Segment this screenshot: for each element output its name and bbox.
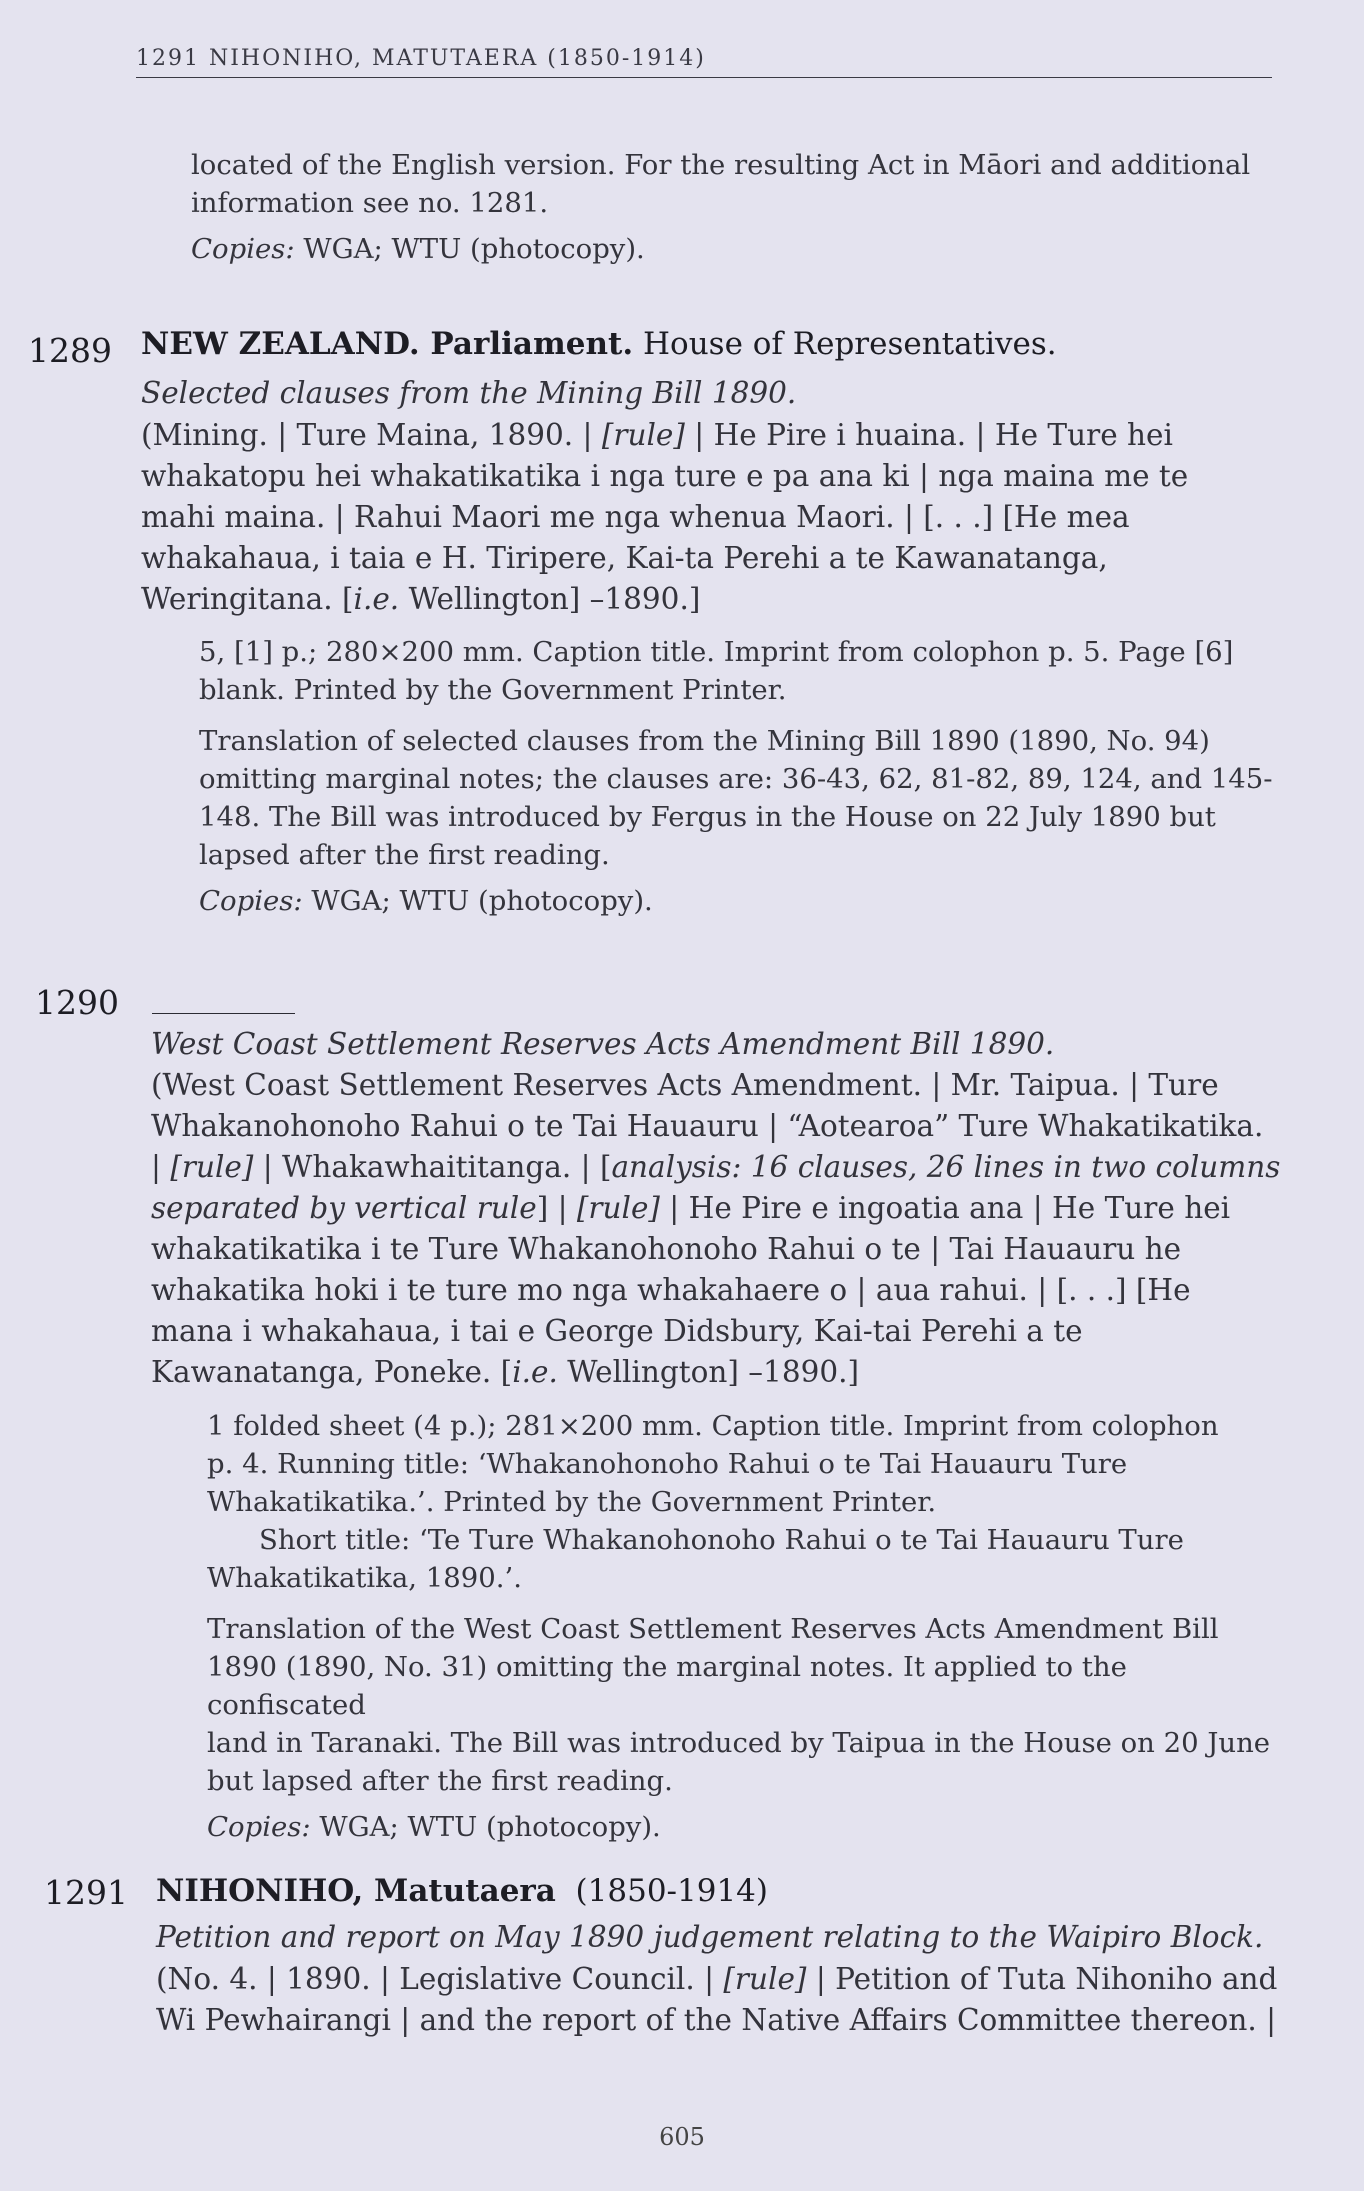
text-line bbox=[156, 1959, 1296, 2000]
text-line: lapsed after the first reading. bbox=[199, 839, 610, 871]
running-header: 1291 NIHONIHO, MATUTAERA (1850-1914) bbox=[136, 44, 1272, 78]
copies-line bbox=[191, 230, 1276, 268]
text-line: but lapsed after the first reading. bbox=[207, 1765, 673, 1797]
entry-author bbox=[156, 1871, 1286, 1912]
text-line bbox=[151, 1147, 1291, 1188]
text-line: Translation of the West Coast Settlement Reserves Acts Amendment Bill bbox=[207, 1613, 1219, 1645]
page-number: 605 bbox=[659, 2123, 705, 2151]
rule-note: [rule] bbox=[601, 418, 685, 452]
entry-title: Petition and report on May 1890 judgement relating to the Waipiro Block. bbox=[156, 1920, 1264, 1954]
text-line: p. 4. Running title: ‘Whakanohonoho Rahui o te Tai Hauauru Ture bbox=[207, 1448, 1128, 1480]
text-line: Translation of selected clauses from the Mining Bill 1890 (1890, No. 94) bbox=[199, 725, 1210, 757]
ie-note: i.e. bbox=[353, 582, 400, 616]
text-line: blank. Printed by the Government Printer. bbox=[199, 674, 787, 706]
text-span: | Whakawhaititanga. | [ bbox=[253, 1150, 612, 1184]
text-line bbox=[151, 1188, 1291, 1229]
text-line: mana i whakahaua, i tai e George Didsbury, Kai-tai Perehi a te bbox=[151, 1314, 1083, 1348]
entry-title: Selected clauses from the Mining Bill 1890. bbox=[141, 376, 797, 410]
text-span: | Petition of Tuta Nihoniho and bbox=[806, 1962, 1278, 1996]
entry-title: West Coast Settlement Reserves Acts Amendment Bill 1890. bbox=[151, 1027, 1055, 1061]
text-line: 1 folded sheet (4 p.); 281×200 mm. Caption title. Imprint from colophon bbox=[207, 1410, 1219, 1442]
physical-description bbox=[199, 633, 1275, 709]
text-line: located of the English version. For the resulting Act in Māori and additional bbox=[191, 149, 1251, 181]
text-span: | bbox=[151, 1150, 171, 1184]
text-span: (No. 4. | 1890. | Legislative Council. | bbox=[156, 1962, 724, 1996]
text-span: ] | bbox=[536, 1191, 577, 1225]
text-line: Whakatikatika.’. Printed by the Government Printer. bbox=[207, 1486, 937, 1518]
text-line: whakatikatika i te Ture Whakanohonoho Rahui o te | Tai Hauauru he bbox=[151, 1232, 1182, 1266]
text-line: 5, [1] p.; 280×200 mm. Caption title. Imprint from colophon p. 5. Page [6] bbox=[199, 636, 1234, 668]
text-span: (Mining. | Ture Maina, 1890. | bbox=[141, 418, 602, 452]
text-line: land in Taranaki. The Bill was introduced by Taipua in the House on 20 June bbox=[207, 1727, 1271, 1759]
notes bbox=[207, 1610, 1282, 1846]
author-rest: House of Representatives. bbox=[633, 326, 1057, 362]
text-line bbox=[141, 579, 1281, 620]
text-span: Kawanatanga, Poneke. [ bbox=[151, 1355, 513, 1389]
text-line: Short title: ‘Te Ture Whakanohonoho Rahui o te Tai Hauauru Ture bbox=[259, 1524, 1184, 1556]
copies-line bbox=[207, 1808, 1282, 1846]
text-line: 148. The Bill was introduced by Fergus in the House on 22 July 1890 but bbox=[199, 801, 1216, 833]
copies-label: Copies: bbox=[199, 885, 303, 917]
text-line: mahi maina. | Rahui Maori me nga whenua Maori. | [. . .] [He mea bbox=[141, 500, 1130, 534]
text-line: omitting marginal notes; the clauses are: 36-43, 62, 81-82, 89, 124, and 145- bbox=[199, 763, 1273, 795]
copies-label: Copies: bbox=[191, 233, 295, 265]
author-rest: (1850-1914) bbox=[555, 1873, 768, 1909]
ie-note: i.e. bbox=[512, 1355, 558, 1389]
analysis-note: separated by vertical rule bbox=[151, 1191, 537, 1225]
copies-text: WGA; WTU (photocopy). bbox=[302, 885, 653, 917]
text-line: Wi Pewhairangi | and the report of the Native Affairs Committee thereon. | bbox=[156, 2003, 1277, 2037]
text-line: (West Coast Settlement Reserves Acts Amendment. | Mr. Taipua. | Ture bbox=[151, 1068, 1219, 1102]
copies-line bbox=[199, 882, 1275, 920]
analysis-note: analysis: 16 clauses, 26 lines in two columns bbox=[611, 1150, 1281, 1184]
entry-number: 1289 bbox=[28, 331, 112, 370]
text-line: Whakatikatika, 1890.’. bbox=[207, 1562, 522, 1594]
rule-note: [rule] bbox=[576, 1191, 660, 1225]
text-line bbox=[141, 415, 1281, 456]
text-line: Whakanohonoho Rahui o te Tai Hauauru | “Aotearoa” Ture Whakatikatika. bbox=[151, 1109, 1264, 1143]
text-span: Wellington] –1890.] bbox=[399, 582, 701, 616]
text-span: Weringitana. [ bbox=[141, 582, 354, 616]
entry-number: 1290 bbox=[35, 983, 119, 1022]
rule-note: [rule] bbox=[170, 1150, 254, 1184]
text-span: | He Pire e ingoatia ana | He Ture hei bbox=[659, 1191, 1231, 1225]
entry-author bbox=[141, 324, 1281, 365]
entry-number: 1291 bbox=[44, 1873, 128, 1912]
rule-note: [rule] bbox=[723, 1962, 807, 1996]
author-name: NIHONIHO, Matutaera bbox=[156, 1873, 556, 1909]
text-span: Wellington] –1890.] bbox=[557, 1355, 860, 1389]
physical-description bbox=[207, 1407, 1282, 1597]
transcription bbox=[151, 1065, 1291, 1393]
author-name: NEW ZEALAND. Parliament. bbox=[141, 326, 634, 362]
prev-entry-text bbox=[191, 146, 1276, 268]
dash-rule bbox=[152, 1013, 295, 1014]
text-line bbox=[151, 1352, 1291, 1393]
text-line: 1890 (1890, No. 31) omitting the marginal notes. It applied to the confiscated bbox=[207, 1651, 1127, 1721]
text-line: whakatopu hei whakatikatika i nga ture e pa ana ki | nga maina me te bbox=[141, 459, 1189, 493]
transcription bbox=[141, 415, 1281, 620]
copies-text: WGA; WTU (photocopy). bbox=[294, 233, 645, 265]
text-line: whakahaua, i taia e H. Tiripere, Kai-ta Perehi a te Kawanatanga, bbox=[141, 541, 1108, 575]
repeat-author-rule bbox=[152, 1003, 295, 1022]
transcription bbox=[156, 1959, 1296, 2041]
copies-label: Copies: bbox=[207, 1811, 311, 1843]
text-line: whakatika hoki i te ture mo nga whakahaere o | aua rahui. | [. . .] [He bbox=[151, 1273, 1191, 1307]
text-span: | He Pire i huaina. | He Ture hei bbox=[684, 418, 1173, 452]
notes bbox=[199, 722, 1275, 920]
text-line: information see no. 1281. bbox=[191, 187, 549, 219]
copies-text: WGA; WTU (photocopy). bbox=[310, 1811, 661, 1843]
